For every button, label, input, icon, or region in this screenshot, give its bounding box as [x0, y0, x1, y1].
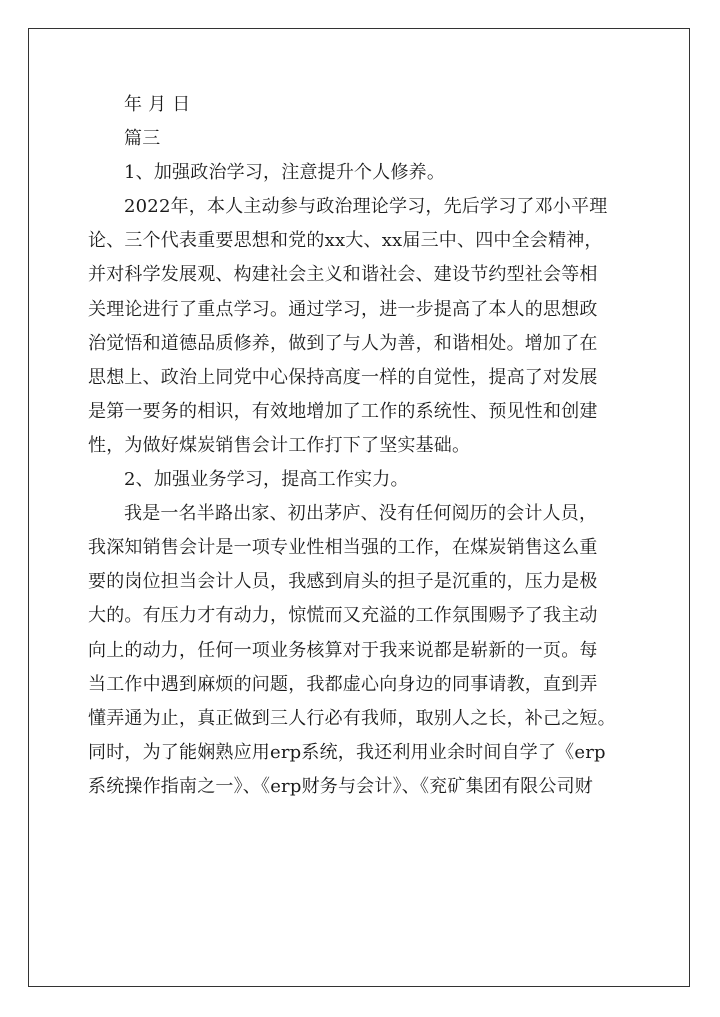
paragraph-line: 关理论进行了重点学习。通过学习，进一步提高了本人的思想政	[88, 298, 598, 320]
paragraph-line: 当工作中遇到麻烦的问题，我都虚心向身边的同事请教，直到弄	[88, 673, 598, 695]
paragraph-line: 治觉悟和道德品质修养，做到了与人为善，和谐相处。增加了在	[88, 332, 598, 354]
paragraph-line: 我是一名半路出家、初出茅庐、没有任何阅历的会计人员，	[124, 503, 598, 525]
paragraph-line: 要的岗位担当会计人员，我感到肩头的担子是沉重的，压力是极	[88, 571, 598, 593]
section-heading: 篇三	[124, 128, 161, 150]
paragraph-line: 性，为做好煤炭销售会计工作打下了坚实基础。	[88, 434, 471, 456]
date-line: 年 月 日	[124, 94, 191, 115]
paragraph-line: 懂弄通为止，真正做到三人行必有我师，取别人之长，补己之短。	[88, 707, 616, 729]
paragraph-line: 系统操作指南之一》、《erp财务与会计》、《兖矿集团有限公司财	[88, 775, 593, 797]
paragraph-line: 同时，为了能娴熟应用erp系统，我还利用业余时间自学了《erp	[88, 741, 606, 763]
document-body	[88, 88, 636, 804]
paragraph-line: 并对科学发展观、构建社会主义和谐社会、建设节约型社会等相	[88, 264, 598, 286]
paragraph-line: 大的。有压力才有动力，惊慌而又充溢的工作氛围赐予了我主动	[88, 605, 598, 627]
paragraph-line: 论、三个代表重要思想和党的xx大、xx届三中、四中全会精神，	[88, 230, 603, 252]
subheading-1: 1、加强政治学习，注意提升个人修养。	[124, 162, 446, 184]
paragraph-line: 我深知销售会计是一项专业性相当强的工作，在煤炭销售这么重	[88, 537, 598, 559]
paragraph-line: 思想上、政治上同党中心保持高度一样的自觉性，提高了对发展	[88, 366, 598, 388]
paragraph-line: 2022年，本人主动参与政治理论学习，先后学习了邓小平理	[124, 196, 608, 218]
paragraph-line: 向上的动力，任何一项业务核算对于我来说都是崭新的一页。每	[88, 639, 598, 661]
paragraph-line: 是第一要务的相识，有效地增加了工作的系统性、预见性和创建	[88, 400, 598, 422]
subheading-2: 2、加强业务学习，提高工作实力。	[124, 469, 409, 491]
